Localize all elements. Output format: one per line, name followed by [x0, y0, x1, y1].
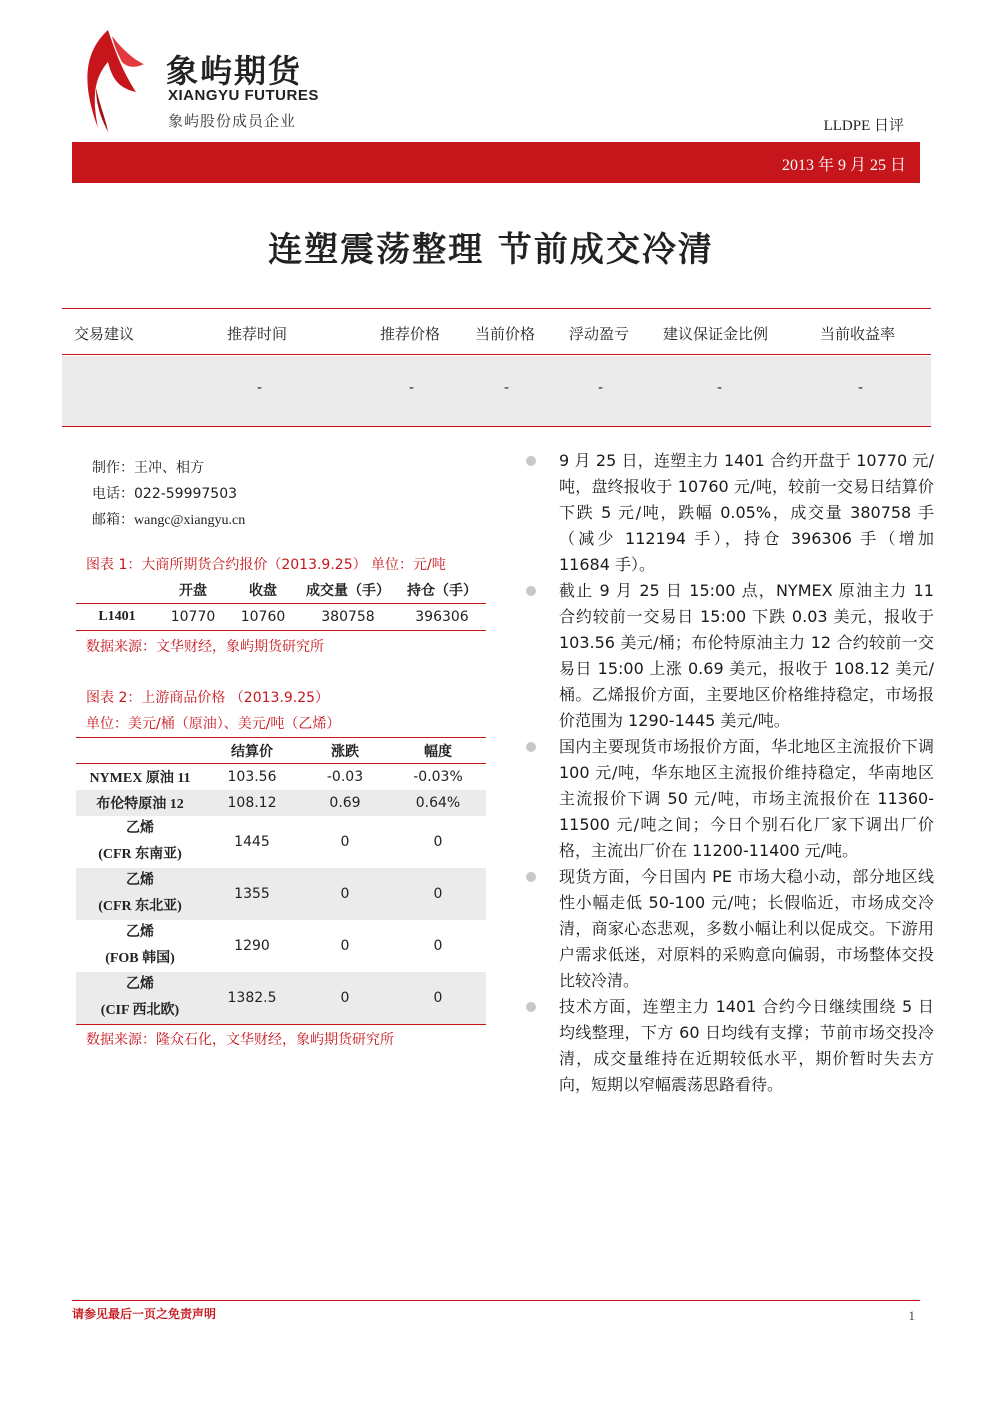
- author-names: 王冲、相方: [134, 460, 204, 476]
- advice-header-return: 当前收益率: [820, 325, 896, 343]
- author-label: 制作：: [92, 460, 134, 476]
- fig2-name-line1: 乙烯: [126, 924, 154, 940]
- email-link[interactable]: wangc@xiangyu.cn: [134, 513, 246, 528]
- fig2-name-line2: (CFR 东北亚): [98, 898, 182, 914]
- fig2-cell-pct: 0: [433, 885, 443, 902]
- fig2-unit: 单位：美元/桶（原油）、美元/吨（乙烯）: [86, 716, 341, 732]
- bullet-dot-icon: [526, 872, 536, 882]
- advice-header-trade: 交易建议: [74, 325, 135, 343]
- list-item: [522, 578, 934, 734]
- list-item: [522, 734, 934, 864]
- list-item: [522, 448, 934, 578]
- phone-label: 电话：: [92, 486, 134, 502]
- advice-bottom-rule: [62, 426, 931, 427]
- fig1-source: 数据来源：文华财经，象屿期货研究所: [86, 639, 324, 655]
- advice-mid-rule: [62, 354, 931, 355]
- fig2-name-line2: (CFR 东南亚): [98, 846, 182, 862]
- fig2-cell-pct: 0: [433, 833, 443, 850]
- fig1-cell-volume: 380758: [321, 608, 375, 625]
- fig2-name-line1: 乙烯: [126, 820, 154, 836]
- fig2-cell-change: 0: [340, 989, 350, 1006]
- advice-value-margin: -: [717, 380, 723, 396]
- bullet-dot-icon: [526, 742, 536, 752]
- fig1-header-volume: 成交量（手）: [306, 582, 390, 599]
- fig1-header-close: 收盘: [249, 582, 277, 599]
- fig2-name-line2: (FOB 韩国): [105, 950, 175, 966]
- table-row: [76, 603, 486, 630]
- advice-value-row: [62, 356, 931, 426]
- fig2-cell-name: [76, 920, 204, 972]
- bullet-text: 现货方面，今日国内 PE 市场大稳小动，部分地区线性小幅走低 50-100 元/吨；长假临近，市场成交冷清，商家心态悲观，多数小幅让利以促成交。下游用户需求低迷，对原料的采购意向偏弱，市场整体交投比较冷清。: [559, 867, 934, 990]
- table-row: [76, 790, 486, 816]
- fig2-cell-settle: 103.56: [227, 768, 277, 785]
- table-row: [76, 868, 486, 920]
- email-line: [92, 509, 245, 529]
- fig2-header-pct: 幅度: [424, 743, 452, 760]
- fig2-cell-name: [76, 972, 204, 1025]
- brand-subtitle: 象屿股份成员企业: [168, 112, 297, 130]
- fig1-cell-close: 10760: [240, 608, 286, 625]
- advice-value-pnl: -: [598, 380, 604, 396]
- fig1-header-oi: 持仓（手）: [407, 582, 477, 599]
- footer-rule: [72, 1300, 920, 1301]
- author-line: [92, 457, 204, 477]
- advice-header-time: 推荐时间: [227, 325, 288, 343]
- fig1-header-blank: [76, 577, 158, 603]
- advice-header-margin: 建议保证金比例: [663, 325, 769, 343]
- fig2-cell-settle: 1445: [234, 833, 270, 850]
- fig1-cell-contract: L1401: [98, 608, 136, 624]
- fig1-cell-open: 10770: [170, 608, 216, 625]
- commentary-list: [522, 448, 934, 1098]
- fig2-name-line1: 乙烯: [126, 872, 154, 888]
- fig1-cell-oi: 396306: [415, 608, 469, 625]
- fig2-cell-change: 0: [340, 937, 350, 954]
- date-banner: [72, 142, 920, 183]
- fig2-table: [76, 737, 486, 1025]
- table-row: [76, 972, 486, 1025]
- brand-name-cn: 象屿期货: [166, 52, 303, 90]
- fig2-cell-settle: 108.12: [227, 794, 277, 811]
- fig2-cell-settle: 1290: [234, 937, 270, 954]
- fig1-caption: 图表 1：大商所期货合约报价（2013.9.25） 单位：元/吨: [86, 557, 446, 573]
- fig2-header-blank: [76, 738, 204, 764]
- advice-value-time: -: [257, 380, 263, 396]
- company-logo-icon: [78, 28, 146, 134]
- fig2-cell-pct: 0.64%: [415, 794, 461, 811]
- fig2-header-settle: 结算价: [231, 743, 273, 760]
- bullet-dot-icon: [526, 586, 536, 596]
- table-row: [76, 816, 486, 868]
- phone-line: [92, 483, 237, 503]
- fig2-cell-pct: -0.03%: [413, 768, 463, 785]
- advice-header-rec-price: 推荐价格: [380, 325, 441, 343]
- fig2-cell-change: -0.03: [326, 768, 364, 785]
- report-title: 连塑震荡整理 节前成交冷清: [268, 230, 714, 270]
- report-type: LLDPE 日评: [823, 118, 904, 134]
- fig2-cell-pct: 0: [433, 989, 443, 1006]
- advice-value-return: -: [858, 380, 864, 396]
- advice-value-cur-price: -: [504, 380, 510, 396]
- fig2-cell-name: [76, 816, 204, 868]
- advice-header-cur-price: 当前价格: [475, 325, 536, 343]
- fig2-cell-name: [76, 868, 204, 920]
- fig2-source: 数据来源：隆众石化，文华财经，象屿期货研究所: [86, 1032, 394, 1048]
- fig2-cell-change: 0: [340, 885, 350, 902]
- brand-name-en: XIANGYU FUTURES: [168, 87, 319, 104]
- table-row: [76, 764, 486, 790]
- bullet-text: 技术方面，连塑主力 1401 合约今日继续围绕 5 日均线整理，下方 60 日均线有支撑；节前市场交投冷清，成交量维持在近期较低水平，期价暂时失去方向，短期以窄幅震荡思路看待。: [559, 997, 934, 1094]
- fig2-name-line1: 乙烯: [126, 976, 154, 992]
- list-item: [522, 864, 934, 994]
- fig1-table: [76, 577, 486, 631]
- bullet-text: 国内主要现货市场报价方面，华北地区主流报价下调 100 元/吨，华东地区主流报价维持稳定，华南地区主流报价下调 50 元/吨，市场主流报价在 11360-11500 元/吨之间；今日个别石化厂家下调出厂价格，主流出厂价在 11200-11400 元/吨。: [559, 737, 934, 860]
- fig2-cell-name: NYMEX 原油 11: [89, 770, 191, 786]
- bullet-text: 截止 9 月 25 日 15:00 点，NYMEX 原油主力 11 合约较前一交易日 15:00 下跌 0.03 美元，报收于 103.56 美元/桶；布伦特原油主力 12 合约较前一交易日 15:00 上涨 0.69 美元，报收于 108.12 美元/桶。乙烯报价方面，主要地区价格维持稳定，市场报价范围为 1290-1445 美元/吨。: [559, 581, 934, 730]
- table-row: [76, 920, 486, 972]
- advice-header-row: [62, 309, 931, 355]
- fig1-header-open: 开盘: [179, 582, 207, 599]
- advice-value-rec-price: -: [409, 380, 415, 396]
- disclaimer-link[interactable]: 请参见最后一页之免责声明: [72, 1307, 217, 1321]
- fig1-header-row: [76, 577, 486, 603]
- fig2-cell-name: 布伦特原油 12: [96, 796, 184, 812]
- bullet-dot-icon: [526, 1002, 536, 1012]
- fig2-cell-change: 0.69: [329, 794, 361, 811]
- fig2-header-row: [76, 738, 486, 764]
- page-number: 1: [908, 1308, 915, 1323]
- fig2-cell-settle: 1355: [234, 885, 270, 902]
- list-item: [522, 994, 934, 1098]
- fig2-name-line2: (CIF 西北欧): [100, 1002, 180, 1018]
- email-label: 邮箱：: [92, 512, 134, 528]
- report-date: 2013 年 9 月 25 日: [781, 157, 906, 174]
- bullet-dot-icon: [526, 456, 536, 466]
- fig2-cell-pct: 0: [433, 937, 443, 954]
- advice-header-pnl: 浮动盈亏: [569, 325, 630, 343]
- fig2-caption: 图表 2：上游商品价格 （2013.9.25）: [86, 690, 330, 706]
- phone-number: 022-59997503: [134, 486, 238, 502]
- bullet-text: 9 月 25 日，连塑主力 1401 合约开盘于 10770 元/吨，盘终报收于 10760 元/吨，较前一交易日结算价下跌 5 元/吨，跌幅 0.05%，成交量 380758 手（减少 112194 手），持仓 396306 手（增加 11684 手）。: [559, 451, 934, 574]
- fig2-header-change: 涨跌: [331, 743, 359, 760]
- fig2-cell-settle: 1382.5: [227, 989, 277, 1006]
- fig2-cell-change: 0: [340, 833, 350, 850]
